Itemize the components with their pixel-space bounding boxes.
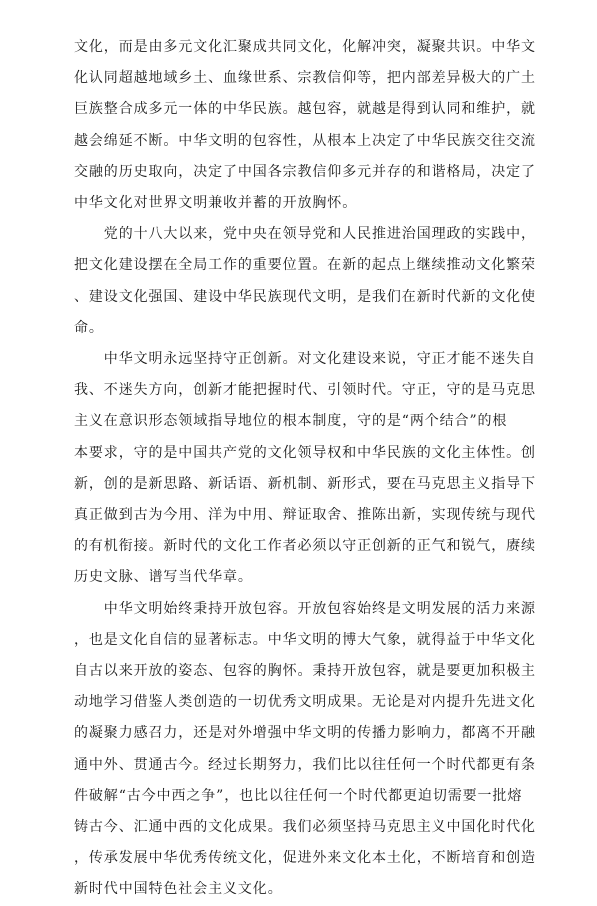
document-body xyxy=(74,32,536,906)
text-line: 本要求，守的是中国共产党的文化领导权和中华民族的文化主体性。创 xyxy=(74,444,536,461)
text-line: 真正做到古为今用、洋为中用、辩证取舍、推陈出新，实现传统与现代 xyxy=(74,507,536,524)
text-line: ，也是文化自信的显著标志。中华文明的博大气象，就得益于中华文化 xyxy=(74,631,536,648)
paragraph-2 xyxy=(74,219,536,344)
text-line: 、建设文化强国、建设中华民族现代文明，是我们在新时代新的文化使 xyxy=(74,288,536,305)
text-line: 新时代中国特色社会主义文化。 xyxy=(74,881,283,898)
text-line: 巨族整合成多元一体的中华民族。越包容，就越是得到认同和维护，就 xyxy=(74,101,536,118)
text-line: 动地学习借鉴人类创造的一切优秀文明成果。无论是对内提升先进文化 xyxy=(74,694,536,711)
text-line: ，传承发展中华优秀传统文化，促进外来文化本土化，不断培育和创造 xyxy=(74,850,536,867)
text-line: 主义在意识形态领域指导地位的根本制度，守的是“两个结合”的根 xyxy=(74,413,508,430)
text-line: 历史文脉、谱写当代华章。 xyxy=(74,569,253,586)
paragraph-1 xyxy=(74,32,536,219)
text-line: 新，创的是新思路、新话语、新机制、新形式，要在马克思主义指导下 xyxy=(74,475,536,492)
text-line: 铸古今、汇通中西的文化成果。我们必须坚持马克思主义中国化时代化 xyxy=(74,819,536,836)
text-line: 中华文化对世界文明兼收并蓄的开放胸怀。 xyxy=(74,195,358,212)
text-line: 越会绵延不断。中华文明的包容性，从根本上决定了中华民族交往交流 xyxy=(74,132,536,149)
text-line: 中华文明始终秉持开放包容。开放包容始终是文明发展的活力来源 xyxy=(74,600,536,617)
text-line: 把文化建设摆在全局工作的重要位置。在新的起点上继续推动文化繁荣 xyxy=(74,257,536,274)
text-line: 党的十八大以来，党中央在领导党和人民推进治国理政的实践中， xyxy=(74,226,536,243)
text-line: 的有机衔接。新时代的文化工作者必须以守正创新的正气和锐气，赓续 xyxy=(74,538,536,555)
paragraph-4 xyxy=(74,594,536,906)
text-line: 我、不迷失方向，创新才能把握时代、引领时代。守正，守的是马克思 xyxy=(74,382,536,399)
text-line: 的凝聚力感召力，还是对外增强中华文明的传播力影响力，都离不开融 xyxy=(74,725,536,742)
text-line: 文化，而是由多元文化汇聚成共同文化，化解冲突，凝聚共识。中华文 xyxy=(74,39,536,55)
text-line: 通中外、贯通古今。经过长期努力，我们比以往任何一个时代都更有条 xyxy=(74,756,536,773)
text-line: 化认同超越地域乡土、血缘世系、宗教信仰等，把内部差异极大的广土 xyxy=(74,70,536,87)
paragraph-3 xyxy=(74,344,536,594)
text-line: 交融的历史取向，决定了中国各宗教信仰多元并存的和谐格局，决定了 xyxy=(74,163,536,180)
text-line: 中华文明永远坚持守正创新。对文化建设来说，守正才能不迷失自 xyxy=(74,351,536,368)
text-line: 自古以来开放的姿态、包容的胸怀。秉持开放包容，就是要更加积极主 xyxy=(74,663,536,680)
text-line: 件破解“古今中西之争”，也比以往任何一个时代都更迫切需要一批熔 xyxy=(74,787,523,804)
text-line: 命。 xyxy=(74,319,104,336)
